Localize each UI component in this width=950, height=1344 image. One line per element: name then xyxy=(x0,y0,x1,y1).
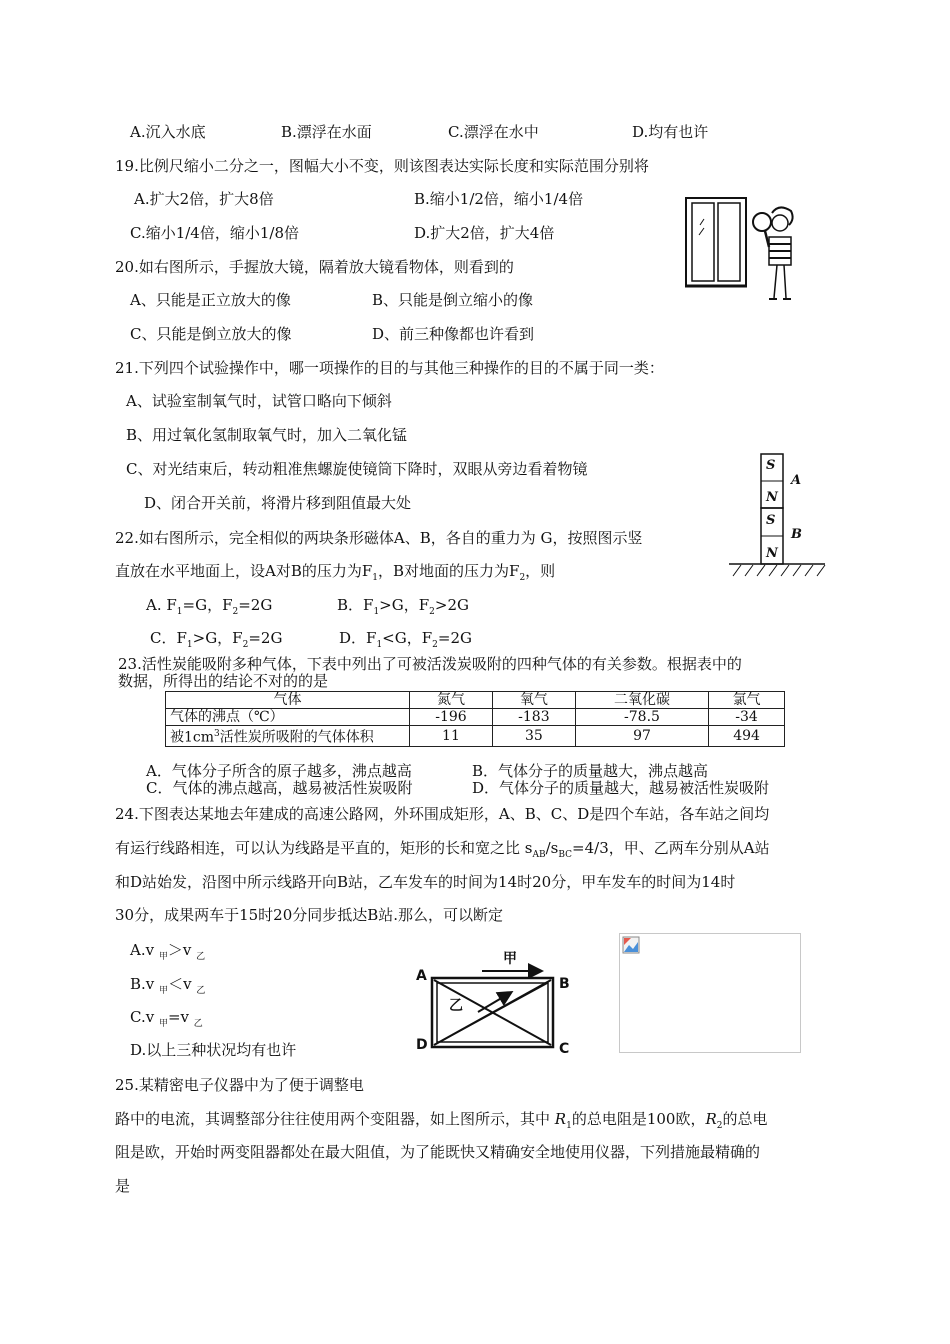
table-row xyxy=(166,726,785,747)
q24-option-c: C.v $_甲$=v $_乙$ xyxy=(130,1008,203,1029)
q23-option-a: A．气体分子所含的原子越多，沸点越高 xyxy=(146,762,412,780)
q23-option-d: D．气体分子的质量越大，越易被活性炭吸附 xyxy=(472,779,770,797)
q24-line1: 24.下图表达某地去年建成的高速公路网，外环围成矩形，A、B、C、D是四个车站，各车站之间均 xyxy=(115,805,770,823)
diagram-label-c: C xyxy=(559,1041,570,1057)
table-cell: 被$1cm^3$活性炭所吸附的气体体积 xyxy=(166,726,410,747)
magnet-label-b: B xyxy=(791,527,802,542)
table-cell: 气体的沸点（℃） xyxy=(166,709,410,726)
q22-option-b: B．$F_1>G$，$F_2>2G$ xyxy=(337,596,469,617)
q18-option-a: A.沉入水底 xyxy=(130,123,206,141)
table-cell: 494 xyxy=(709,726,785,747)
q20-stem: 20.如右图所示，手握放大镜，隔着放大镜看物体，则看到的 xyxy=(115,258,514,276)
q23-stem-line1: 23.活性炭能吸附多种气体，下表中列出了可被活泼炭吸附的四种气体的有关参数。根据表中的 xyxy=(118,655,742,673)
magnifier-figure xyxy=(683,195,813,310)
q23-option-b: B．气体分子的质量越大，沸点越高 xyxy=(472,762,709,780)
diagram-label-yi: 乙 xyxy=(449,998,463,1014)
q25-line3: 阻是欧，开始时两变阻器都处在最大阻值，为了能既快又精确安全地使用仪器，下列措施最精确的 xyxy=(115,1143,761,1161)
gas-table xyxy=(165,691,785,747)
table-cell: 二氧化碳 xyxy=(575,692,708,709)
image-placeholder xyxy=(619,933,801,1053)
q22-option-a: A. $F_1=G$，$F_2=2G$ xyxy=(146,596,273,617)
diagram-label-d: D xyxy=(416,1037,428,1053)
q22-option-c: C．$F_1>G$，$F_2=2G$ xyxy=(150,629,283,650)
q21-option-d: D、闭合开关前，将滑片移到阻值最大处 xyxy=(144,494,412,512)
q24-line3: 和D站始发，沿图中所示线路开向B站，乙车发车的时间为14时20分，甲车发车的时间为14时 xyxy=(115,873,736,891)
table-cell: 氧气 xyxy=(492,692,575,709)
table-cell: 氯气 xyxy=(709,692,785,709)
q25-line2: 路中的电流，其调整部分往往使用两个变阻器，如上图所示，其中 $R_1$的总电阻是100欧，$R_2$的总电 xyxy=(115,1110,768,1131)
q22-stem-line1: 22.如右图所示，完全相似的两块条形磁体A、B，各自的重力为 G，按照图示竖 xyxy=(115,529,643,547)
magnet-label-s-bottom: S xyxy=(766,513,776,528)
q23-stem-line2: 数据，所得出的结论不对的的是 xyxy=(118,672,329,690)
table-header-row xyxy=(166,692,785,709)
q21-stem: 21.下列四个试验操作中，哪一项操作的目的与其他三种操作的目的不属于同一类： xyxy=(115,359,664,377)
q20-option-c: C、只能是倒立放大的像 xyxy=(130,325,292,343)
q24-line2: 有运行线路相连，可以认为线路是平直的，矩形的长和宽之比 $s_{AB}/s_{BC}=4/3$，甲、乙两车分别从A站 xyxy=(115,839,770,860)
q19-stem: 19.比例尺缩小二分之一，图幅大小不变，则该图表达实际长度和实际范围分别将 xyxy=(115,157,649,175)
table-cell: 11 xyxy=(410,726,493,747)
q23-option-c: C．气体的沸点越高，越易被活性炭吸附 xyxy=(146,779,413,797)
q22-option-d: D．$F_1<G$，$F_2=2G$ xyxy=(339,629,472,650)
q24-option-a: A.v $_甲$＞v $_乙$ xyxy=(130,941,206,962)
q22-stem-line2: 直放在水平地面上，设A对B的压力为$F_1$，B对地面的压力为$F_2$，则 xyxy=(115,562,556,583)
q19-option-c: C.缩小1/4倍，缩小1/8倍 xyxy=(130,224,299,242)
table-cell: -183 xyxy=(492,709,575,726)
broken-image-icon xyxy=(622,936,640,954)
q20-option-d: D、前三种像都也许看到 xyxy=(372,325,535,343)
table-cell: 气体 xyxy=(166,692,410,709)
q19-option-a: A.扩大2倍，扩大8倍 xyxy=(134,190,274,208)
q21-option-c: C、对光结束后，转动粗准焦螺旋使镜筒下降时，双眼从旁边看着物镜 xyxy=(126,460,588,478)
q20-option-a: A、只能是正立放大的像 xyxy=(130,291,291,309)
table-cell: -78.5 xyxy=(575,709,708,726)
diagram-label-a: A xyxy=(416,968,427,984)
q18-option-b: B.漂浮在水面 xyxy=(281,123,372,141)
magnet-label-n-bottom: N xyxy=(766,546,778,561)
table-cell: 氮气 xyxy=(410,692,493,709)
q24-line4: 30分，成果两车于15时20分同步抵达B站.那么，可以断定 xyxy=(115,906,504,924)
q19-option-d: D.扩大2倍，扩大4倍 xyxy=(414,224,555,242)
q25-line1: 25.某精密电子仪器中为了便于调整电 xyxy=(115,1076,364,1094)
highway-diagram xyxy=(412,945,577,1060)
q20-option-b: B、只能是倒立缩小的像 xyxy=(372,291,534,309)
magnets-figure xyxy=(727,452,827,578)
magnet-label-s-top: S xyxy=(766,458,776,473)
q24-option-d: D.以上三种状况均有也许 xyxy=(130,1041,297,1059)
table-cell: -34 xyxy=(709,709,785,726)
q25-line4: 是 xyxy=(115,1177,131,1195)
magnet-label-n-top: N xyxy=(766,490,778,505)
table-cell: -196 xyxy=(410,709,493,726)
table-row xyxy=(166,709,785,726)
table-cell: 97 xyxy=(575,726,708,747)
q18-option-c: C.漂浮在水中 xyxy=(448,123,539,141)
q21-option-b: B、用过氧化氢制取氧气时，加入二氧化锰 xyxy=(126,426,408,444)
table-cell: 35 xyxy=(492,726,575,747)
q21-option-a: A、试验室制氧气时，试管口略向下倾斜 xyxy=(126,392,392,410)
q24-option-b: B.v $_甲$＜v $_乙$ xyxy=(130,975,206,996)
magnet-label-a: A xyxy=(791,473,802,488)
q19-option-b: B.缩小1/2倍，缩小1/4倍 xyxy=(414,190,584,208)
q18-option-d: D.均有也许 xyxy=(632,123,709,141)
diagram-label-jia: 甲 xyxy=(503,951,517,967)
diagram-label-b: B xyxy=(559,976,570,992)
